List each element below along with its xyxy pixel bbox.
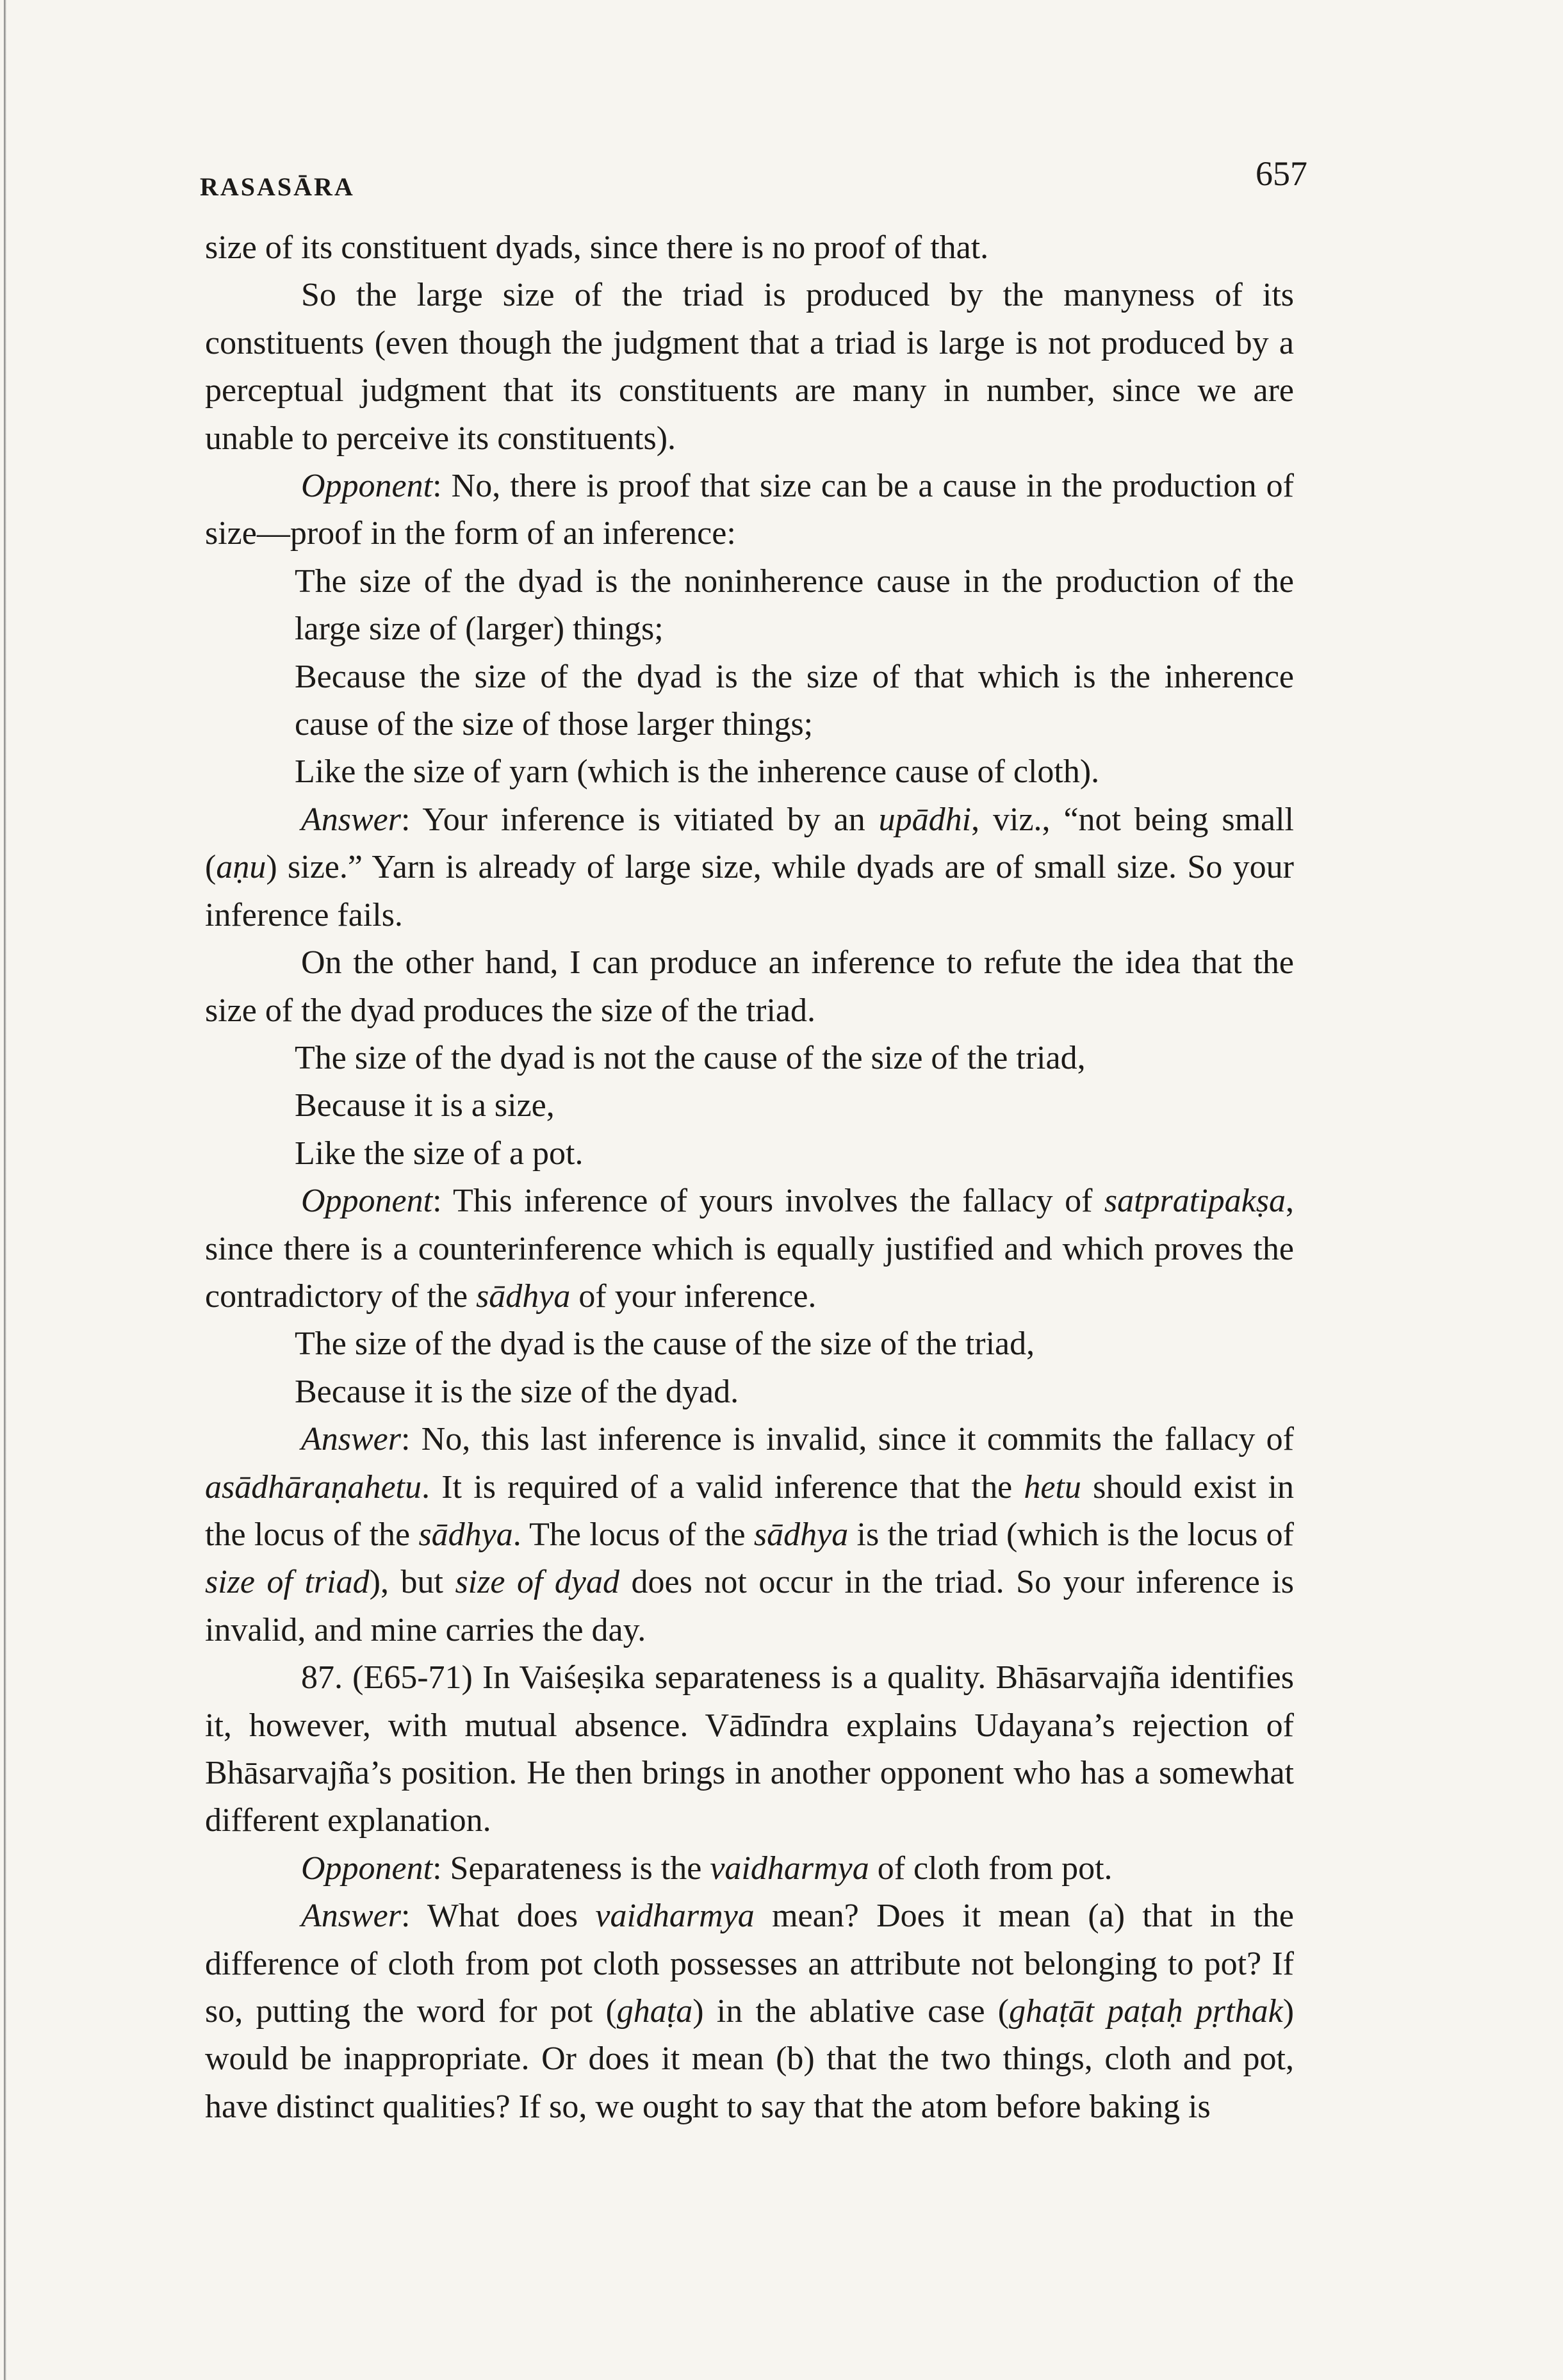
paragraph [205, 463, 1294, 558]
paragraph: size of its constituent dyads, since there is no proof of that. [205, 229, 989, 266]
paragraph-text: : What does [401, 1898, 596, 1935]
body-text [205, 224, 1294, 2131]
sanskrit-term: hetu [1024, 1468, 1081, 1506]
paragraph: On the other hand, I can produce an inference to refute the idea that the size of the dyad produces the size of the triad. [205, 944, 1294, 1029]
sanskrit-term: ghaṭāt paṭaḥ pṛthak [1009, 1993, 1283, 2030]
paragraph-text: : This inference of yours involves the fallacy of [432, 1183, 1104, 1220]
emphasized-term: size of dyad [455, 1564, 620, 1601]
speaker-label: Answer [301, 1421, 401, 1458]
inference-line: Because it is a size, [295, 1087, 555, 1124]
sanskrit-term: upādhi [878, 801, 972, 838]
paragraph-text: should exist in the locus of the [205, 1468, 1294, 1553]
sanskrit-term: sādhya [753, 1516, 849, 1553]
sanskrit-term: vaidharmya [710, 1850, 869, 1887]
paragraph-text: of your inference. [570, 1277, 817, 1315]
inference-line: Because it is the size of the dyad. [295, 1373, 739, 1410]
paragraph-text: : No, this last inference is invalid, since it commits the fallacy of [401, 1421, 1294, 1458]
sanskrit-term: sādhya [476, 1277, 571, 1315]
paragraph-text: . It is required of a valid inference that the [421, 1468, 1024, 1506]
paragraph-text: ) size.” Yarn is already of large size, while dyads are of small size. So your inference fails. [205, 849, 1294, 933]
sanskrit-term: ghaṭa [616, 1993, 693, 2030]
speaker-label: Opponent [301, 1183, 433, 1220]
paragraph-text: ) would be inappropriate. Or does it mean (b) that the two things, cloth and pot, have distinct qualities? If so, we ought to say that the atom before baking is [205, 1993, 1295, 2125]
numbered-paragraph: 87. (E65-71) In Vaiśeṣika separateness is a quality. Bhāsarvajña identifies it, however, with mutual absence. Vādīndra explains Udayana’s rejection of Bhāsarvajña’s position. He then brings in another opponent who has a somewhat different explanation. [205, 1659, 1294, 1839]
inference-line: The size of the dyad is the cause of the size of the triad, [295, 1325, 1035, 1363]
speaker-label: Answer [301, 801, 401, 838]
speaker-label: Answer [301, 1898, 401, 1935]
speaker-label: Opponent [301, 468, 433, 505]
page-gutter-shadow [4, 0, 6, 2380]
sanskrit-term: satpratipakṣa [1104, 1183, 1286, 1220]
paragraph-text: of cloth from pot. [869, 1850, 1113, 1887]
inference-line: The size of the dyad is not the cause of the size of the triad, [295, 1039, 1086, 1076]
paragraph [205, 1892, 1294, 2131]
paragraph-text: is the triad (which is the locus of [848, 1516, 1294, 1553]
paragraph-text: . The locus of the [512, 1516, 754, 1553]
inference-line: Like the size of a pot. [295, 1135, 584, 1172]
paragraph-text: , viz., “not being small ( [205, 801, 1295, 886]
page-number: 657 [1256, 154, 1307, 193]
sanskrit-term: vaidharmya [595, 1898, 755, 1935]
paragraph-text: does not occur in the triad. So your inference is invalid, and mine carries the day. [205, 1564, 1295, 1648]
paragraph [205, 796, 1294, 939]
paragraph-text: : Separateness is the [432, 1850, 710, 1887]
paragraph-text: ), but [369, 1564, 455, 1601]
paragraph-text: : Your inference is vitiated by an [401, 801, 879, 838]
sanskrit-term: sādhya [418, 1516, 513, 1553]
inference-line: Because the size of the dyad is the size of that which is the inherence cause of the size of those larger things; [295, 658, 1294, 743]
paragraph-text: , since there is a counterinference which is equally justified and which proves the contradictory of the [205, 1183, 1294, 1315]
speaker-label: Opponent [301, 1850, 433, 1887]
paragraph: So the large size of the triad is produced by the manyness of its constituents (even though the judgment that a triad is large is not produced by a perceptual judgment that its constituents are many in number, since we are unable to perceive its constituents). [205, 277, 1294, 457]
paragraph-text: : No, there is proof that size can be a cause in the production of size—proof in the form of an inference: [205, 468, 1294, 552]
paragraph [205, 1416, 1294, 1654]
paragraph [205, 1845, 1294, 1892]
paragraph [205, 1178, 1294, 1320]
emphasized-term: size of triad [205, 1564, 370, 1601]
sanskrit-term: aṇu [216, 849, 266, 886]
inference-line: The size of the dyad is the noninherence cause in the production of the large size of (larger) things; [295, 562, 1294, 648]
inference-line: Like the size of yarn (which is the inherence cause of cloth). [295, 753, 1100, 791]
sanskrit-term: asādhāraṇahetu [205, 1468, 421, 1506]
paragraph-text: ) in the ablative case ( [692, 1993, 1010, 2030]
running-head: RASASĀRA [200, 172, 355, 201]
paragraph-text: mean? Does it mean (a) that in the difference of cloth from pot cloth possesses an attribute not belonging to pot? If so, putting the word for pot ( [205, 1898, 1294, 2030]
